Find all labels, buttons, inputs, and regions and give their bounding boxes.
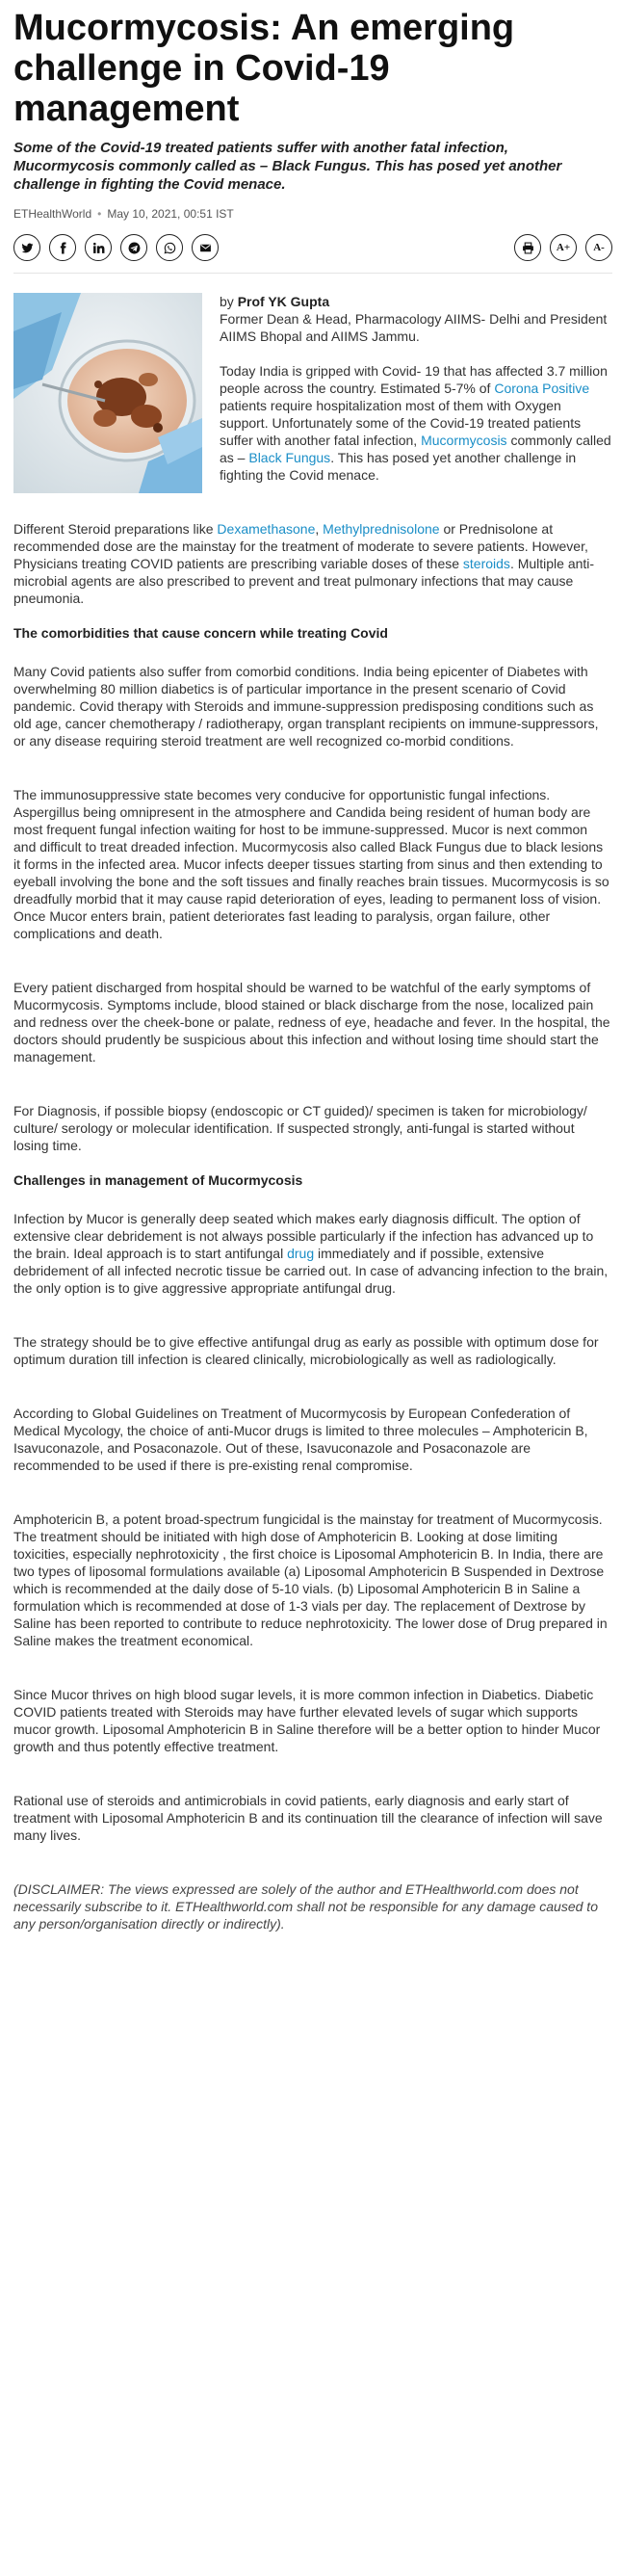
email-icon[interactable] [192, 234, 219, 261]
disclaimer: (DISCLAIMER: The views expressed are solely of the author and ETHealthworld.com does not necessarily subscribe to it. ETHealthworld.com shall not be responsible for any damage caused to any person/organisation directly or indirectly). [13, 1881, 598, 1932]
link-drug[interactable]: drug [287, 1246, 315, 1261]
author-bio: Former Dean & Head, Pharmacology AIIMS- Delhi and President AIIMS Bhopal and AIIMS Jammu. [220, 311, 608, 344]
source-label[interactable]: ETHealthWorld [13, 207, 92, 221]
meta-separator: • [97, 207, 102, 221]
font-decrease-button[interactable]: A- [585, 234, 612, 261]
link-methylprednisolone[interactable]: Methylprednisolone [323, 521, 440, 537]
paragraph-amphotericin: Amphotericin B, a potent broad-spectrum fungicidal is the mainstay for treatment of Mucormycosis. The treatment should be initiated with high dose of Amphotericin B. Looking at dose limiting toxicities, especially nephrotoxicity , the first choice is Liposomal Amphotericin B. In India, there are two types of liposomal formulations available (a) Liposomal Amphotericin B Suspended in Dextrose which is recommended at the daily dose of 5-10 vials. (b) Liposomal Amphotericin B in Saline a formulation which is recommended at dose of 1-3 vials per day. The replacement of Dextrose by Saline has been reported to contribute to reduce nephrotoxicity. The lower dose of Drug prepared in Saline makes the treatment economical. [13, 1511, 608, 1648]
link-corona-positive[interactable]: Corona Positive [494, 381, 590, 396]
article-tools [514, 234, 612, 261]
link-black-fungus[interactable]: Black Fungus [248, 450, 331, 465]
hero-image-petri-dish [13, 293, 202, 493]
paragraph-comorbid: Many Covid patients also suffer from comorbid conditions. India being epicenter of Diabetes with overwhelming 80 million diabetics is of particular importance in the present scenario of Covid pandemic. Covid therapy with Steroids and immune-suppression predisposing conditions such as old age, cancer chemotherapy / radiotherapy, organ transplant recipients on immune-suppressors, or any disease requiring steroid treatment are well recognized co-morbid conditions. [13, 664, 599, 749]
paragraph-guidelines: According to Global Guidelines on Treatment of Mucormycosis by European Confederation of Medical Mycology, the choice of anti-Mucor drugs is limited to three molecules – Amphotericin B, Isavuconazole, and Posaconazole. Out of these, Isavuconazole and Posaconazole are recommended to be used if there is pre-existing renal compromise. [13, 1406, 588, 1473]
article-headline: Mucormycosis: An emerging challenge in Covid-19 management [13, 8, 515, 129]
paragraph-conclusion: Rational use of steroids and antimicrobials in covid patients, early diagnosis and early start of treatment with Liposomal Amphotericin B and its continuation till the clearance of infection will save many lives. [13, 1793, 603, 1843]
article-body [13, 293, 612, 1932]
link-steroids[interactable]: steroids [462, 556, 510, 571]
paragraph-strategy: The strategy should be to give effective antifungal drug as early as possible with optimum dose for optimum duration till infection is cleared clinically, microbiologically as well as radiologically. [13, 1334, 599, 1367]
paragraph-diagnosis: For Diagnosis, if possible biopsy (endoscopic or CT guided)/ specimen is taken for microbiology/ culture/ serology or molecular identification. If suspected strongly, anti-fungal is started without losing time. [13, 1103, 587, 1153]
linkedin-icon[interactable] [85, 234, 112, 261]
paragraph-diabetics: Since Mucor thrives on high blood sugar levels, it is more common infection in Diabetics. Diabetic COVID patients treated with Steroids may have further elevated levels of sugar which supports mucor growth. Liposomal Amphotericin B in Saline therefore will be a better option to hinder Mucor growth and thus potently effective treatment. [13, 1687, 601, 1754]
telegram-icon[interactable] [120, 234, 147, 261]
author-by: by [220, 294, 234, 309]
share-bar [13, 234, 612, 274]
paragraph-symptoms: Every patient discharged from hospital should be warned to be watchful of the early symptoms of Mucormycosis. Symptoms include, blood stained or black discharge from the nose, localized pain and redness over the cheek-bone or palate, redness of eye, headache and fever. In the hospital, the doctors should prudently be suspicious about this infection and without losing time should start the management. [13, 980, 610, 1065]
print-icon[interactable] [514, 234, 541, 261]
article-meta [13, 207, 612, 221]
paragraph-infection: Infection by Mucor is generally deep seated which makes early diagnosis difficult. The option of extensive clear debridement is not always possible particularly if the infection has advanced up to the brain. Ideal approach is to start antifungal drug immediately and if possible, extensive debridement of all infected necrotic tissue be carried out. In case of advancing infection to the brain, the only option is to give aggressive appropriate antifungal drug. [13, 1211, 609, 1296]
heading-comorbidities: The comorbidities that cause concern while treating Covid [13, 625, 388, 641]
link-dexamethasone[interactable]: Dexamethasone [217, 521, 316, 537]
publish-date: May 10, 2021, 00:51 IST [107, 207, 234, 221]
article-subtitle: Some of the Covid-19 treated patients suffer with another fatal infection, Mucormycosis commonly called as – Black Fungus. This has posed yet another challenge in fighting the Covid menace. [13, 140, 562, 193]
font-increase-button[interactable]: A+ [550, 234, 577, 261]
author-name[interactable]: Prof YK Gupta [237, 294, 330, 309]
paragraph-immunosuppressive: The immunosuppressive state becomes very conducive for opportunistic fungal infections. Aspergillus being omnipresent in the atmosphere and Candida being resident of human body are most frequent fungal infection waiting for host to be immune-suppressed. Mucor is next common and difficult to treat dreaded infection. Mucormycosis also called Black Fungus due to black lesions it forms in the infected area. Mucor infects deeper tissues starting from sinus and then extending to eyeball involving the bone and the soft tissues and finally reaches brain tissues. Mucormycosis is so dreadfully morbid that it may cause rapid deterioration of eyes, leading to permanent loss of vision. Once Mucor enters brain, patient deteriorates fast leading to paralysis, organ failure, other complications and death. [13, 787, 609, 941]
whatsapp-icon[interactable] [156, 234, 183, 261]
social-share-buttons [13, 234, 219, 261]
petri-dish-illustration [13, 293, 202, 493]
twitter-icon[interactable] [13, 234, 40, 261]
paragraph-steroids: Different Steroid preparations like Dexamethasone, Methylprednisolone or Prednisolone at recommended dose are the mainstay for the treatment of moderate to severe patients. However, Physicians treating COVID patients are prescribing variable doses of these steroids. Multiple anti-microbial agents are also prescribed to prevent and treat pulmonary infections that may cause pneumonia. [13, 521, 595, 606]
facebook-icon[interactable] [49, 234, 76, 261]
link-mucormycosis[interactable]: Mucormycosis [421, 433, 507, 448]
paragraph-intro: Today India is gripped with Covid- 19 that has affected 3.7 million people across the country. Estimated 5-7% of Corona Positive patients require hospitalization most of them with Oxygen support. Unfortunately some of the Covid-19 treated patients suffer with another fatal infection, Mucormycosis commonly called as – Black Fungus. This has posed yet another challenge in fighting the Covid menace. [220, 363, 611, 483]
heading-challenges: Challenges in management of Mucormycosis [13, 1172, 303, 1188]
